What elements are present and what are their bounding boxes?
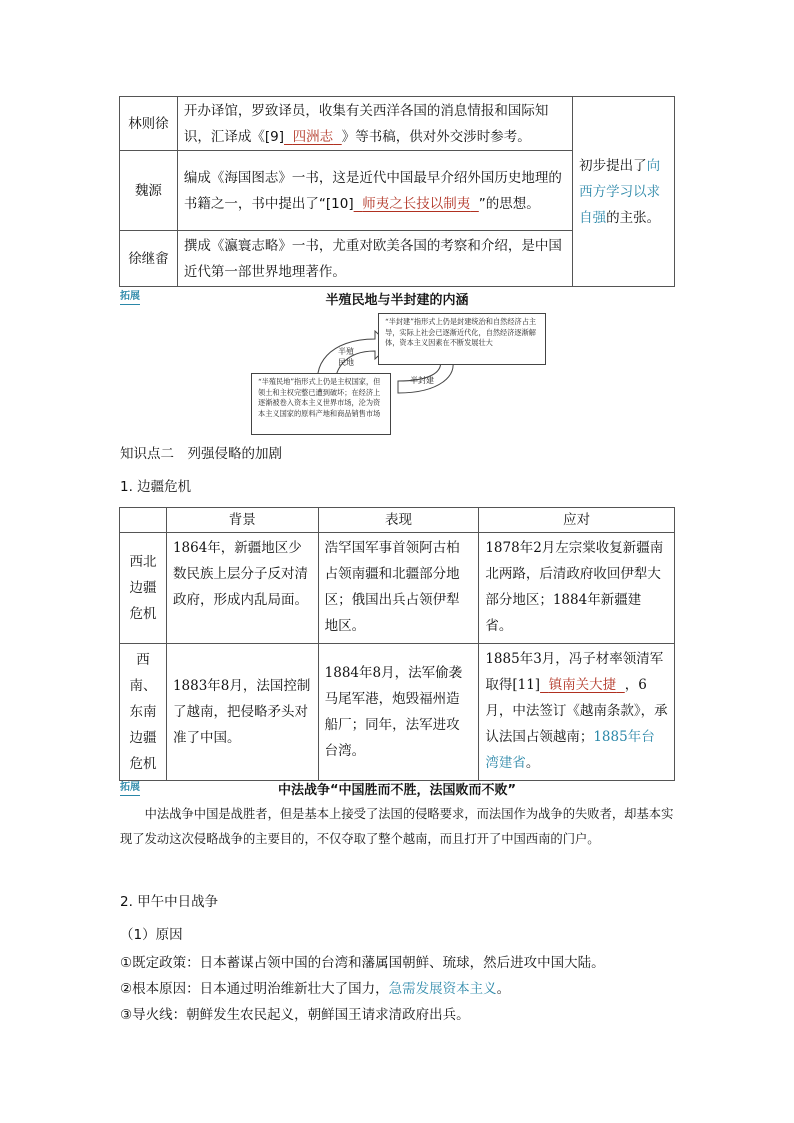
subsection-title: 1. 边疆危机 [120,479,192,495]
extension-title: 中法战争“中国胜而不胜，法国败而不败” [277,783,517,798]
header-blank [120,508,167,533]
fill-blank-answer: 师夷之长技以制夷 [362,195,471,212]
highlight-text: 急需发展资本主义 [388,981,497,997]
header-background: 背景 [166,508,318,533]
thinker-deeds: 撰成《瀛寰志略》一书，尤重对欧美各国的考察和介绍，是中国近代第一部世界地理著作。 [177,231,572,287]
deed-text: 编成《海国图志》一书，这是近代中国最早介绍外国历史地理的书籍之一，书中提出了“[10] [183,169,562,212]
highlight-text: 向西方学习以求自强 [579,157,661,226]
background-cell: 1883年8月，法国控制了越南，把侵略矛头对准了中国。 [166,644,318,781]
region-label: 西南、东南边疆危机 [120,644,167,781]
response-text: 1885年3月，冯子材率领清军取得[11] [485,651,664,693]
manifestation-cell: 1884年8月，法军偷袭马尾军港，炮毁福州造船厂；同年，法军进攻台湾。 [318,644,479,781]
fill-blank-answer: 镇南关大捷 [548,677,617,693]
response-text: ，6月，中法签订《越南条款》，承认法国占领越南； [485,677,668,745]
cause-item: ①既定政策：日本蓄谋占领中国的台湾和藩属国朝鲜、琉球，然后进攻中国大陆。 [120,955,605,971]
header-response: 应对 [479,508,675,533]
background-cell: 1864年，新疆地区少数民族上层分子反对清政府，形成内乱局面。 [166,533,318,644]
frontier-crisis-table [119,507,675,781]
paragraph-text: 中法战争中国是战胜者，但是基本上接受了法国的侵略要求，而法国作为战争的失败者，却基本实现了发动这次侵略战争的主要目的，不仅夺取了整个越南，而且打开了中国西南的门户。 [120,807,674,846]
thinkers-table [119,96,675,287]
header-manifestation: 表现 [318,508,479,533]
extension-tag: 拓展 [120,781,140,796]
deed-text: ”的思想。 [478,195,540,212]
thinker-deeds [177,97,572,151]
semi-feudal-box: “半封建”指形式上仍是封建统治和自然经济占主导，实际上社会已逐渐近代化，自然经济逐渐解体，资本主义因素在不断发展壮大 [378,313,546,365]
region-label: 西北边疆危机 [120,533,167,644]
deed-text: 》等书稿，供对外交涉时参考。 [341,128,531,145]
section-title: 知识点二 列强侵略的加剧 [120,446,282,462]
thinker-deeds [177,151,572,231]
cause-item [120,979,510,999]
conclusion-text: 的主张。 [606,209,661,226]
cause-text: 。 [496,981,511,997]
cause-text: ②根本原因：日本通过明治维新壮大了国力， [120,981,389,997]
conclusion-text: 初步提出了 [579,157,647,174]
extension-title: 半殖民地与半封建的内涵 [325,293,469,308]
manifestation-cell: 浩罕国军事首领阿古柏占领南疆和北疆部分地区；俄国出兵占领伊犁地区。 [318,533,479,644]
extension-paragraph [120,802,676,852]
semi-colonial-box: “半殖民地”指形式上仍是主权国家，但领土和主权完整已遭到破坏；在经济上逐渐被卷入资本主义世界市场，沦为资本主义国家的原料产地和商品销售市场 [251,373,391,435]
cause-item: ③导火线：朝鲜发生农民起义，朝鲜国王请求清政府出兵。 [120,1007,470,1023]
arrow-label-semifeudal: 半封建 [410,376,434,385]
thinker-name: 林则徐 [120,97,178,151]
response-cell: 1878年2月左宗棠收复新疆南北两路，后清政府收回伊犁大部分地区；1884年新疆建省。 [479,533,675,644]
fill-blank-answer: 四洲志 [292,128,334,145]
arrow-label-semicolonial: 半殖民地 [338,347,354,367]
response-cell [479,644,675,781]
extension-tag: 拓展 [120,290,140,305]
subsection-title: 2. 甲午中日战争 [120,894,219,910]
thinker-name: 徐继畬 [120,231,178,287]
response-text: 。 [525,755,540,771]
thinker-name: 魏源 [120,151,178,231]
highlight-text: 1885年台湾建省 [485,729,655,771]
subsection-heading: （1）原因 [120,927,183,943]
deed-text: 开办译馆，罗致译员，收集有关西洋各国的消息情报和国际知识，汇译成《[9] [183,102,549,145]
conclusion-cell [573,97,675,287]
